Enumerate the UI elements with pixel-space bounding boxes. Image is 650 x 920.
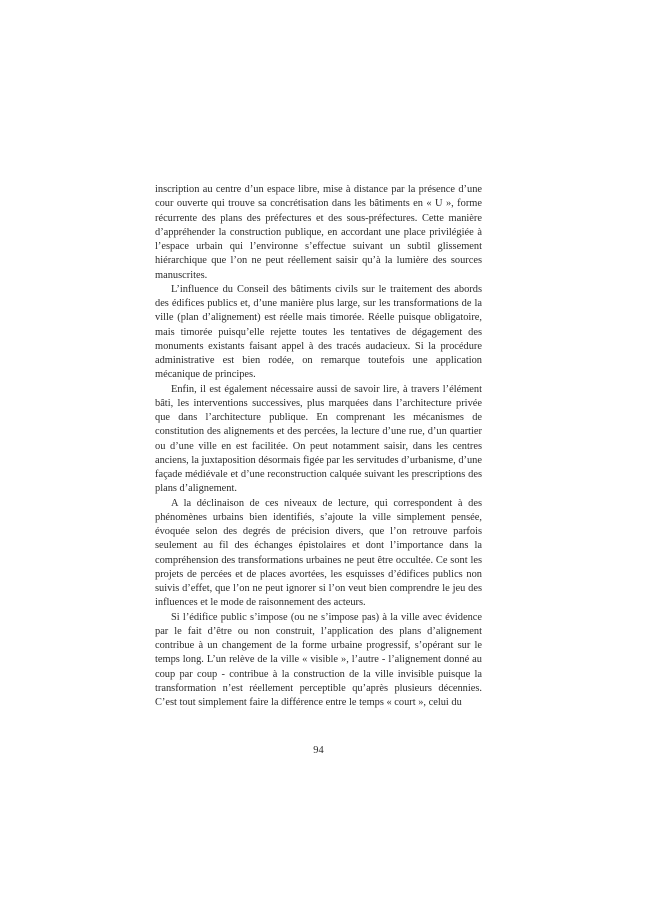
paragraph-1: inscription au centre d’un espace libre, mise à distance par la présence d’une cour ouverte qui trouve sa concrétisation dans les bâtiments en « U », forme récurrente des plans des préfectures et des sous-préfectures. Cette manière d’appréhender la construction publique, en accordant une place privilégiée à l’espace urbain qui l’environne s’effectue suivant un subtil glissement hiérarchique que l’on ne peut réellement saisir qu’à la lumière des sources manuscrites. (155, 184, 482, 281)
paragraph-3: Enfin, il est également nécessaire aussi de savoir lire, à travers l’élément bâti, les interventions successives, plus marquées dans l’architecture privée que dans l’architecture publique. En comprenant les mécanismes de constitution des alignements et des percées, la lecture d’une rue, d’un quartier ou d’une ville en est facilitée. On peut notamment saisir, dans les centres anciens, la juxtaposition désormais figée par les servitudes d’urbanisme, d’une façade médiévale et d’une reconstruction calquée suivant les prescriptions des plans d’alignement. (155, 383, 482, 495)
paragraph-4: A la déclinaison de ces niveaux de lecture, qui correspondent à des phénomènes urbains bien identifiés, s’ajoute la ville simplement pensée, évoquée selon des degrés de précision divers, que l’on retrouve parfois seulement au fil des échanges épistolaires et dont l’importance dans la compréhension des transformations urbaines ne peut être occultée. Ce sont les projets de percées et de places avortées, les esquisses d’édifices publics non suivis d’effet, que l’on ne peut ignorer si l’on veut bien comprendre le jeu des influences et le mode de raisonnement des acteurs. (155, 497, 482, 609)
paragraph-2: L’influence du Conseil des bâtiments civils sur le traitement des abords des édifices publics et, d’une manière plus large, sur les transformations de la ville (plan d’alignement) est réelle mais timorée. Réelle puisque obligatoire, mais timorée puisqu’elle rejette toutes les tentatives de dégagement des monuments existants faisant appel à des tracés audacieux. Si la procédure administrative est bien rodée, on remarque toutefois une application mécanique de principes. (155, 283, 482, 381)
page-number: 94 (313, 745, 324, 756)
body-text (155, 183, 482, 710)
paragraph-5: Si l’édifice public s’impose (ou ne s’impose pas) à la ville avec évidence par le fait d’être ou non construit, l’application des plans d’alignement contribue à un changement de la forme urbaine progressif, s’opérant sur le temps long. L’un relève de la ville « visible », l’autre - l’alignement donné au coup par coup - contribue à la construction de la ville invisible puisque la transformation n’est réellement perceptible qu’après plusieurs décennies. C’est tout simplement faire la différence entre le temps « court », celui du (155, 611, 482, 708)
